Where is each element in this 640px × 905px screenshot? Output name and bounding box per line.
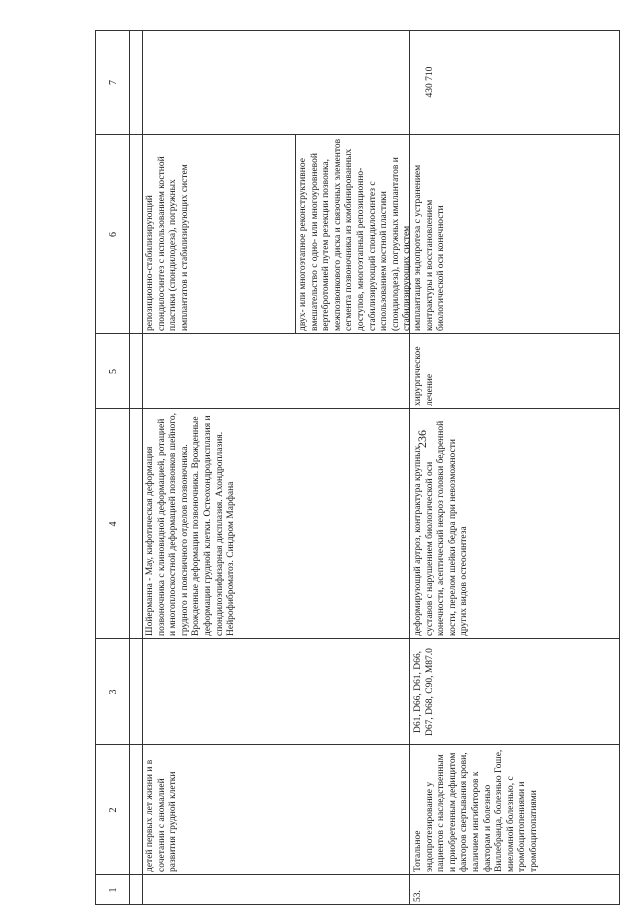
row-border: [142, 30, 143, 905]
column-border: [95, 874, 620, 875]
row1-disease-description: Шойерманна - Мау, кифотическая деформация позвоночника с клиновидной деформацией, ротацией и многоплоскостной деформацией позвонков шейного, грудного и поясничного отделов позвоночника. Врожденные деформации позвоночника. Врожденные деформации грудной клетки. Остеохондродисплазия и спондилоэпифизарная дисплазия. Ахондроплазия. Нейрофиброматоз. Синдром Марфана: [145, 412, 237, 636]
row2-cost: 430 710: [425, 66, 435, 98]
row-border: [409, 30, 410, 905]
row2-disease-description: деформирующий артроз, контрактура крупных суставов с нарушением биологической оси конечности, асептический некроз головки бедренной кости, перелом шейки бедра при невозможности других видов остеосинтеза: [413, 420, 470, 636]
header-col-4: 4: [108, 521, 119, 527]
header-col-7: 7: [108, 80, 119, 85]
column-border: [95, 134, 620, 135]
sub-row-border: [295, 135, 296, 334]
column-border: [95, 638, 620, 639]
column-border: [95, 744, 620, 745]
header-col-5: 5: [108, 369, 119, 374]
page-number: 236: [414, 430, 429, 448]
row-border: [619, 30, 620, 905]
row1-patient-model: детей первых лет жизни и в сочетании с аномалией развития грудной клетки: [145, 759, 179, 872]
column-border: [95, 333, 620, 334]
row1-treatment-method-a: репозиционно-стабилизирующий спондилосинтез с использованием костной пластики (спондилодеза), погружных имплантатов и стабилизирующих систем: [145, 156, 190, 331]
table-sheet: [10, 30, 620, 905]
column-border: [95, 408, 620, 409]
row2-icd-codes: D61, D66, D61, D66, D67, D68, C90, M87.0: [413, 648, 435, 736]
row2-treatment-method: имплантация эндопротеза с устранением контрактуры и восстановлением биологической оси конечности: [413, 164, 447, 331]
column-border: [95, 30, 620, 31]
row2-treatment-type: хирургическое лечение: [413, 346, 435, 406]
row-border: [95, 30, 96, 905]
row2-patient-model: Тотальное эндопротезирование у пациентов с наследственным и приобретенным дефицитом факторов свертывания крови, наличием ингибиторов к факторам и болезнью Виллебранда, болезнью Гоше, миеломной болезнью, с тромбоцитопениями и тромбоцитопатиями: [413, 749, 539, 872]
row1-treatment-method-b: двух- или многоэтапное реконструктивное вмешательство с одно- или многоуровневой вертебротомией путем резекции позвонка, межпозвонкового диска и связочных элементов сегмента позвоночника из комбинированных доступов, многоэтапный репозиционно-стабилизирующий спондилосинтез с использованием костной пластики (спондилодеза), погружных имплантатов и стабилизирующих систем: [298, 138, 413, 331]
row2-number: 53.: [413, 890, 423, 902]
rotated-table: [10, 30, 620, 905]
row-border: [129, 30, 130, 905]
header-col-3: 3: [108, 689, 119, 695]
header-col-6: 6: [108, 232, 119, 237]
header-col-1: 1: [108, 887, 119, 893]
header-col-2: 2: [108, 807, 119, 813]
table-frame: [95, 30, 620, 905]
